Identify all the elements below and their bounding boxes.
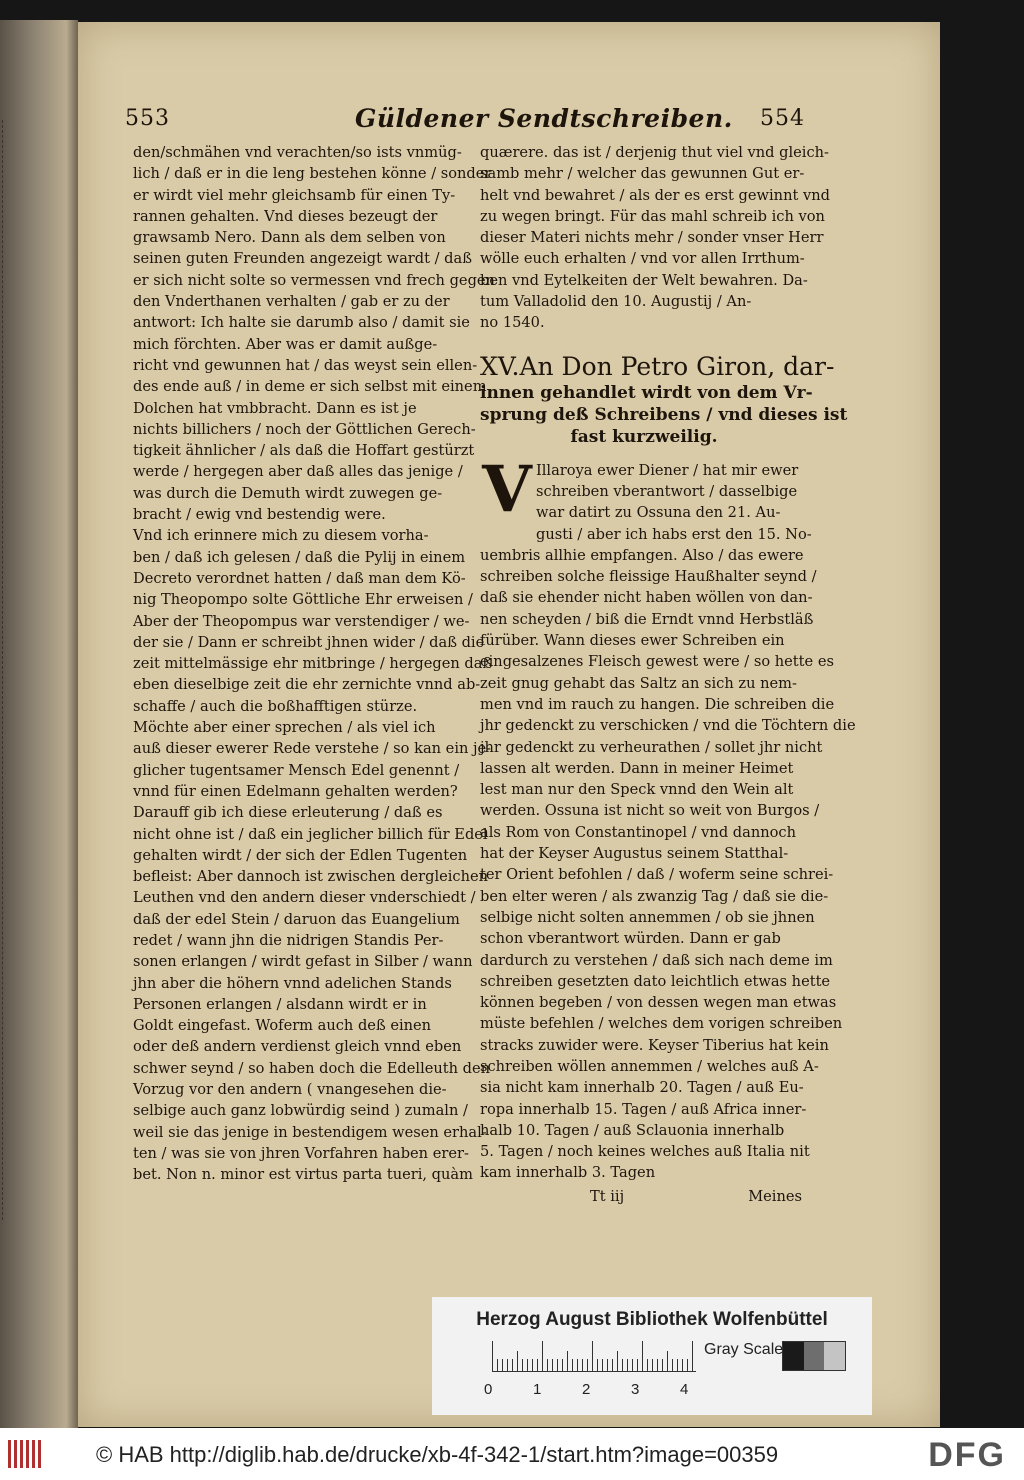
ruler-tick [502,1359,503,1371]
text-line: war datirt zu Ossuna den 21. Au- [536,504,781,522]
section-heading [480,351,848,448]
text-line: hat der Keyser Augustus seinem Statthal- [480,845,789,863]
ruler-tick [527,1359,528,1371]
text-line: auß dieser ewerer Rede verstehe / so kan ein je- [133,740,492,758]
text-line: schaffe / auch die boßhafftigen stürze. [133,697,418,715]
section-number: XV. [480,351,520,381]
hab-logo-icon [8,1440,44,1468]
ruler-tick [642,1341,643,1371]
ruler-tick [597,1359,598,1371]
catchword: Meines [748,1187,802,1205]
left-text-column [133,142,495,1186]
text-line: quærere. das ist / derjenig thut viel vnd gleich- [480,144,829,161]
text-line: no 1540. [480,314,545,332]
text-line: des ende auß / in deme er sich selbst mit einem [133,378,487,396]
text-line: ropa innerhalb 15. Tagen / auß Africa inner- [480,1100,807,1118]
text-line: Dolchen hat vmbbracht. Dann es ist je [133,399,417,417]
text-line: redet / wann jhn die nidrigen Standis Per- [133,931,444,949]
text-line: Leuthen vnd den andern dieser vnderschiedt / [133,889,476,907]
text-line: was durch die Demuth wirdt zuwegen ge- [133,484,443,502]
ruler-tick [652,1359,653,1371]
text-line: samb mehr / welcher das gewunnen Gut er- [480,165,805,183]
ruler-number: 2 [582,1381,591,1398]
text-line: Vorzug vor den andern ( vnangesehen die- [133,1081,447,1099]
ruler-tick [657,1359,658,1371]
text-line: vnnd für einen Edelmann gehalten werden? [133,782,458,800]
text-line: müste befehlen / welches dem vorigen schreiben [480,1015,843,1033]
text-line: men vnd im rauch zu hangen. Die schreiben die [480,695,835,713]
text-line: dardurch zu verstehen / daß sich nach deme im [480,951,833,969]
text-line: Personen erlangen / alsdann wirdt er in [133,995,427,1013]
text-line: selbige auch ganz lobwürdig seind ) zumaln / [133,1102,468,1120]
text-line: werden. Ossuna ist nicht so weit von Burgos / [480,802,820,820]
text-line: wölle euch erhalten / vnd vor allen Irrthum- [480,250,805,268]
text-line: helt vnd bewahret / als der es erst gewinnt vnd [480,186,830,204]
gray-swatch [804,1342,825,1370]
ruler-tick [637,1359,638,1371]
gray-scale-label: Gray Scale [704,1341,784,1358]
ruler-number: 4 [680,1381,689,1398]
text-line: ter Orient befohlen / daß / woferm seine schrei- [480,866,834,884]
text-line: zeit gnug gehabt das Saltz an sich zu nem- [480,674,797,692]
section-heading-line-3: sprung deß Schreibens / vnd dieses ist [480,404,848,425]
text-line: eben dieselbige zeit die ehr zernichte vnnd ab- [133,676,481,694]
text-line: sonen erlangen / wirdt gefast in Silber / wann [133,953,473,971]
text-line: er sich nicht solte so vermessen vnd frech gegen [133,271,495,289]
text-line: der sie / Dann er schreibt jhnen wider / daß die [133,633,485,651]
text-line: nicht ohne ist / daß ein jeglicher billich für Edel [133,825,488,843]
text-line: mich förchten. Aber was er damit außge- [133,335,438,353]
ruler-tick [617,1351,618,1371]
card-title: Herzog August Bibliothek Wolfenbüttel [476,1309,828,1330]
ruler-tick [632,1359,633,1371]
right-column-top-text [480,142,830,334]
decorated-initial: V [482,451,532,527]
running-title: Güldener Sendtschreiben. [355,104,733,133]
ruler-tick [622,1359,623,1371]
spine-text-marks [2,120,13,1220]
color-reference-card [432,1297,872,1415]
ruler-tick [542,1341,543,1371]
text-line: schreiben wöllen annemmen / welches auß A- [480,1057,819,1075]
text-line: jhn aber die höhern vnnd adelichen Stands [133,974,452,992]
right-text-column [480,142,856,1208]
text-line: 5. Tagen / noch keines welches auß Italia nit [480,1143,810,1161]
text-line: seinen guten Freunden angezeigt wardt / daß [133,250,472,268]
adjacent-page-edge [0,20,78,1430]
ruler-number: 0 [484,1381,493,1398]
ruler-number: 1 [533,1381,542,1398]
text-line: rannen gehalten. Vnd dieses bezeugt der [133,207,438,225]
text-line: jhr gedenckt zu verschicken / vnd die Töchtern die [480,717,856,735]
text-line: schon vberantwort würden. Dann er gab [480,930,781,948]
text-line: schwer seynd / so haben doch die Edelleuth den [133,1059,491,1077]
ruler-tick [497,1359,498,1371]
page-number-right: 554 [760,106,805,131]
text-line: schreiben vberantwort / dasselbige [536,482,798,500]
ruler-tick [562,1359,563,1371]
ruler-tick [552,1359,553,1371]
ruler-tick [512,1359,513,1371]
ruler-tick [522,1359,523,1371]
letter-body-lines [480,545,856,1184]
ruler-tick [682,1359,683,1371]
text-line: nen scheyden / biß die Erndt vnnd Herbstläß [480,610,814,628]
text-line: nig Theopompo solte Göttliche Ehr erweisen / [133,591,473,609]
text-line: er wirdt viel mehr gleichsamb für einen Ty- [133,186,456,204]
ruler-tick [602,1359,603,1371]
gray-scale-swatches [782,1341,846,1371]
text-line: oder deß andern verdienst gleich vnnd eben [133,1038,462,1056]
gray-swatch [783,1342,804,1370]
text-line: den Vnderthanen verhalten / gab er zu der [133,293,450,311]
text-line: Aber der Theopompus war verstendiger / we- [133,612,470,630]
ruler-tick [532,1359,533,1371]
ruler-tick [687,1359,688,1371]
ruler-tick [647,1359,648,1371]
text-line: antwort: Ich halte sie darumb also / damit sie [133,314,470,332]
text-line: richt vnd gewunnen hat / das weyst sein ellen- [133,356,478,374]
ruler-tick [507,1359,508,1371]
page-footer-line [480,1186,808,1208]
ruler-tick [662,1359,663,1371]
copyright-link[interactable]: © HAB http://diglib.hab.de/drucke/xb-4f-342-1/start.htm?image=00359 [96,1442,779,1467]
text-line: daß sie ehender nicht haben wöllen von dan- [480,589,813,607]
text-line: glicher tugentsamer Mensch Edel genennt / [133,761,460,779]
ruler-tick [582,1359,583,1371]
ruler-tick [672,1359,673,1371]
text-line: ten / was sie von jhren Vorfahren haben erer- [133,1144,469,1162]
text-line: gehalten wirdt / der sich der Edlen Tugenten [133,846,468,864]
ruler-tick [517,1351,518,1371]
text-line: tum Valladolid den 10. Augustij / An- [480,293,752,311]
text-line: zu wegen bringt. Für das mahl schreib ich von [480,207,825,225]
text-line: tigkeit ähnlicher / als daß die Hoffart gestürzt [133,442,475,460]
ruler-tick [592,1341,593,1371]
text-line: dieser Materi nichts mehr / sonder vnser Herr [480,229,824,247]
text-line: selbige nicht solten annemmen / ob sie jhnen [480,908,815,926]
ruler-tick [667,1351,668,1371]
text-line: schreiben solche fleissige Haußhalter seynd / [480,568,817,586]
text-line: Vnd ich erinnere mich zu diesem vorha- [133,527,429,545]
text-line: fürüber. Wann dieses ewer Schreiben ein [480,632,785,650]
text-line: Illaroya ewer Diener / hat mir ewer [536,461,799,479]
dfg-logo: DFG [928,1436,1006,1474]
text-line: zeit mittelmässige ehr mitbringe / hergegen daß [133,655,493,673]
ruler-tick [547,1359,548,1371]
text-line: lassen alt werden. Dann in meiner Heimet [480,759,794,777]
text-line: lest man nur den Speck vnnd den Wein alt [480,781,794,799]
signature-mark: Tt iij [590,1187,625,1205]
page-number-left: 553 [125,106,170,131]
ruler-numbers [484,1381,724,1401]
section-heading-line-2: innen gehandlet wirdt von dem Vr- [480,382,813,403]
section-heading-line-4: fast kurzweilig. [570,426,718,447]
text-line: werde / hergegen aber daß alles das jenige / [133,463,463,481]
text-line: stracks zuwider were. Keyser Tiberius hat kein [480,1036,829,1054]
ruler-number: 3 [631,1381,640,1398]
text-line: weil sie das jenige in bestendigem wesen erhal- [133,1123,487,1141]
ruler-tick [557,1359,558,1371]
ruler-tick [572,1359,573,1371]
ruler-tick [567,1351,568,1371]
ruler-tick [677,1359,678,1371]
ruler-tick [612,1359,613,1371]
ruler-tick [692,1341,693,1371]
ruler-tick [627,1359,628,1371]
text-line: schreiben gesetzten dato leichtlich etwas hette [480,972,831,990]
text-line: halb 10. Tagen / auß Sclauonia innerhalb [480,1121,785,1139]
text-line: den/schmähen vnd verachten/so ists vnmüg- [133,144,462,161]
measurement-ruler [492,1341,696,1372]
text-line: bracht / ewig vnd bestendig were. [133,506,386,524]
ruler-tick [492,1341,493,1371]
text-line: bet. Non n. minor est virtus parta tueri, quàm [133,1166,473,1184]
ruler-tick [577,1359,578,1371]
running-head [125,102,805,142]
text-line: sia nicht kam innerhalb 20. Tagen / auß Eu- [480,1079,804,1097]
text-line: Darauff gib ich diese erleuterung / daß es [133,804,443,822]
text-line: kam innerhalb 3. Tagen [480,1164,656,1182]
text-line: lich / daß er in die leng bestehen könne / sonder [133,165,492,183]
section-heading-line-1: An Don Petro Giron, dar- [519,351,835,381]
text-line: ben vnd Eytelkeiten der Welt bewahren. Da- [480,271,808,289]
viewer-footer [0,1428,1024,1480]
text-line: uembris allhie empfangen. Also / das ewere [480,546,804,564]
text-line: befleist: Aber dannoch ist zwischen dergleichen [133,868,489,886]
text-line: Goldt eingefast. Woferm auch deß einen [133,1017,432,1035]
letter-body [480,451,856,1208]
text-line: eingesalzenes Fleisch gewest were / so hette es [480,653,834,671]
ruler-tick [607,1359,608,1371]
ruler-tick [587,1359,588,1371]
text-line: gusti / aber ich habs erst den 15. No- [536,525,812,543]
text-line: jhr gedenckt zu verheurathen / sollet jhr nicht [480,738,823,756]
ruler-tick [537,1359,538,1371]
text-line: daß der edel Stein / daruon das Euangelium [133,910,460,928]
text-line: Decreto verordnet hatten / daß man dem Kö- [133,569,466,587]
text-line: Möchte aber einer sprechen / als viel ich [133,719,436,737]
text-line: als Rom von Constantinopel / vnd dannoch [480,823,797,841]
text-line: nichts billichers / noch der Göttlichen Gerech- [133,420,476,438]
gray-swatch [824,1342,845,1370]
text-line: ben elter weren / als zwanzig Tag / daß sie die- [480,887,829,905]
text-line: können begeben / von dessen wegen man etwas [480,994,837,1012]
text-line: ben / daß ich gelesen / daß die Pylij in einem [133,548,466,566]
text-line: grawsamb Nero. Dann als dem selben von [133,229,446,247]
